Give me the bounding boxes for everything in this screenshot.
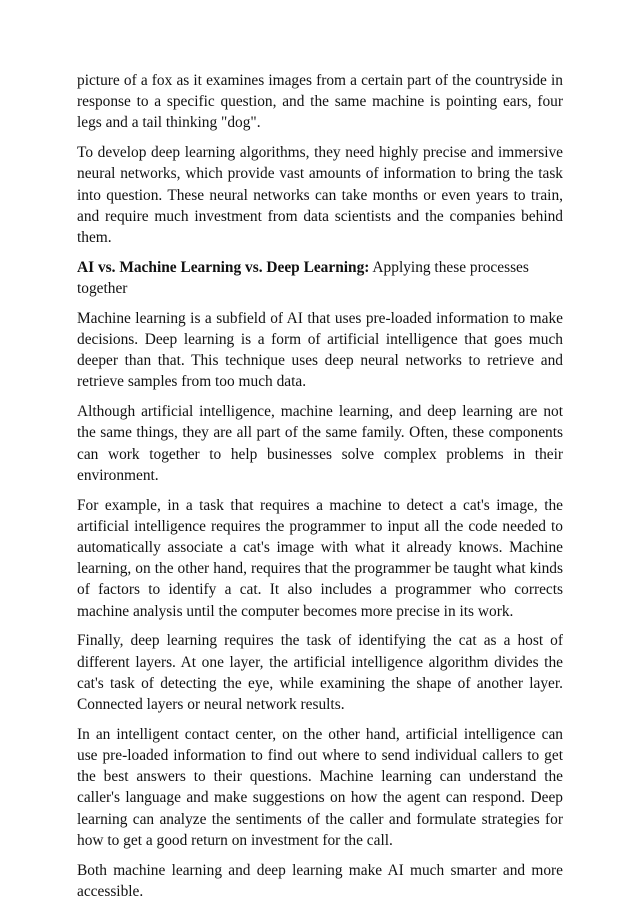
paragraph-ml-subfield: Machine learning is a subfield of AI that uses pre-loaded information to make decisions. Deep learning is a form of artificial intelligence that goes much deeper than that. This technique uses deep neural networks to retrieve and retrieve samples from too much data. — [77, 309, 563, 391]
paragraph-same-family: Although artificial intelligence, machine learning, and deep learning are not the same things, they are all part of the same family. Often, these components can work together to help businesses solve complex problems in their environment. — [77, 403, 563, 484]
paragraph-fox-example: picture of a fox as it examines images from a certain part of the countryside in response to a specific question, and the same machine is pointing ears, four legs and a tail thinking "dog". — [77, 72, 563, 132]
section-heading-rest: Applying these processes together — [77, 258, 529, 298]
paragraph-layers: Finally, deep learning requires the task of identifying the cat as a host of different layers. At one layer, the artificial intelligence algorithm divides the cat's task of detecting the eye, while examining the shape of another layer. Connected layers or neural network results. — [77, 632, 563, 714]
paragraph-neural-networks: To develop deep learning algorithms, they need highly precise and immersive neural networks, which provide vast amounts of information to bring the task into question. These neural networks can take months or even years to train, and require much investment from data scientists and the companies behind them. — [77, 144, 563, 247]
section-heading-bold: AI vs. Machine Learning vs. Deep Learning: — [77, 258, 370, 276]
document-page — [77, 70, 563, 911]
section-heading — [77, 257, 563, 299]
paragraph-conclusion: Both machine learning and deep learning make AI much smarter and more accessible. — [77, 861, 563, 900]
paragraph-contact-center: In an intelligent contact center, on the other hand, artificial intelligence can use pre-loaded information to find out where to send individual callers to get the best answers to their questions. Machine learning can understand the caller's language and make suggestions on how the agent can respond. Deep learning can analyze the sentiments of the caller and formulate strategies for how to get a good return on investment for the call. — [77, 725, 563, 849]
paragraph-cat-example: For example, in a task that requires a machine to detect a cat's image, the artificial intelligence requires the programmer to input all the code needed to automatically associate a cat's image with what it already knows. Machine learning, on the other hand, requires that the programmer be taught what kinds of factors to identify a cat. It also includes a programmer who corrects machine analysis until the computer becomes more precise in its work. — [77, 496, 563, 620]
